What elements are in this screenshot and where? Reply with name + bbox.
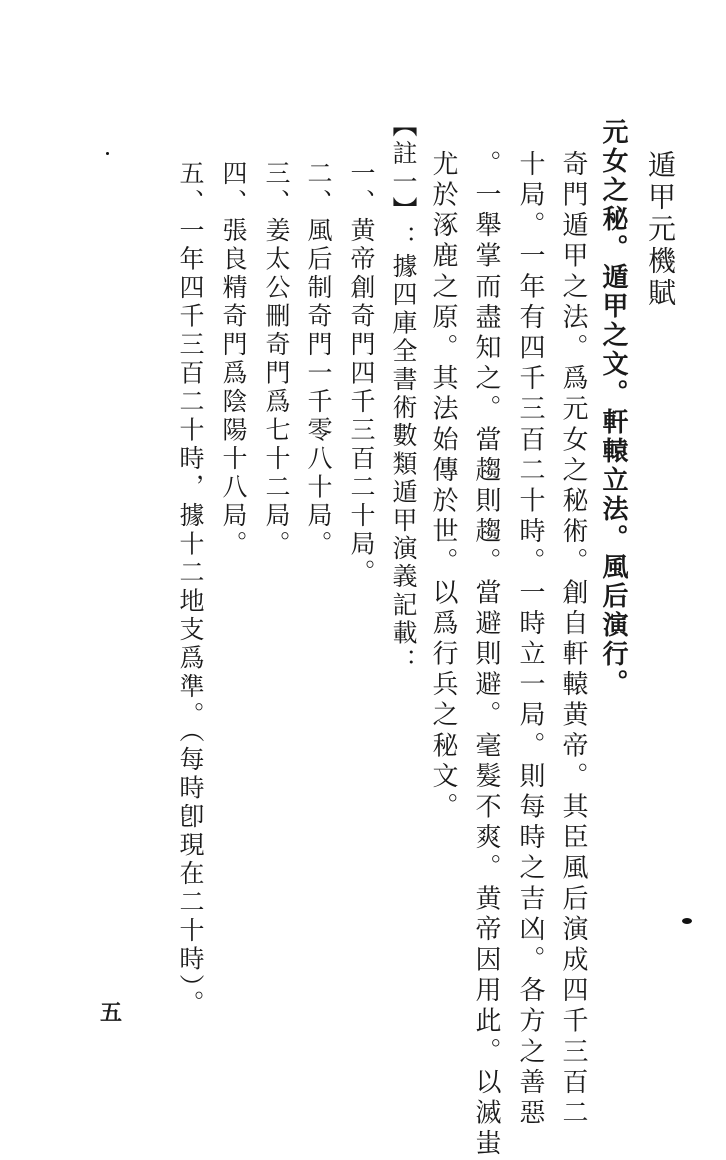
- annotation-item-1: 一、黄帝創奇門四千三百二十局。: [347, 160, 376, 588]
- ink-speck: [106, 152, 109, 155]
- section-title: 遁甲元機賦: [644, 150, 677, 310]
- page-number: 五: [100, 1000, 123, 1026]
- lead-verse: 元女之秘。遁甲之文。軒轅立法。風后演行。: [598, 118, 628, 698]
- annotation-item-5: 五、一年四千三百二十時，據十二地支爲準。（每時卽現在二十時）。: [176, 160, 205, 1019]
- body-line-3: 。一舉掌而盡知之。當趨則趨。當避則避。毫髮不爽。黄帝因用此。以滅蚩: [471, 150, 501, 1160]
- ink-speck: [682, 918, 692, 924]
- body-line-1: 奇門遁甲之法。爲元女之秘術。創自軒轅黄帝。其臣風后演成四千三百二: [558, 150, 588, 1130]
- annotation-heading: 【註一】：據四庫全書術數類遁甲演義記載：: [389, 112, 418, 676]
- body-line-2: 十局。一年有四千三百二十時。一時立一局。則每時之吉凶。各方之善惡: [515, 150, 545, 1130]
- annotation-item-2: 二、風后制奇門一千零八十局。: [304, 160, 333, 559]
- body-line-4: 尤於涿鹿之原。其法始傳於世。以爲行兵之秘文。: [428, 150, 458, 824]
- annotation-item-4: 四、張良精奇門爲陰陽十八局。: [219, 160, 248, 559]
- annotation-item-3: 三、姜太公刪奇門爲七十二局。: [262, 160, 291, 559]
